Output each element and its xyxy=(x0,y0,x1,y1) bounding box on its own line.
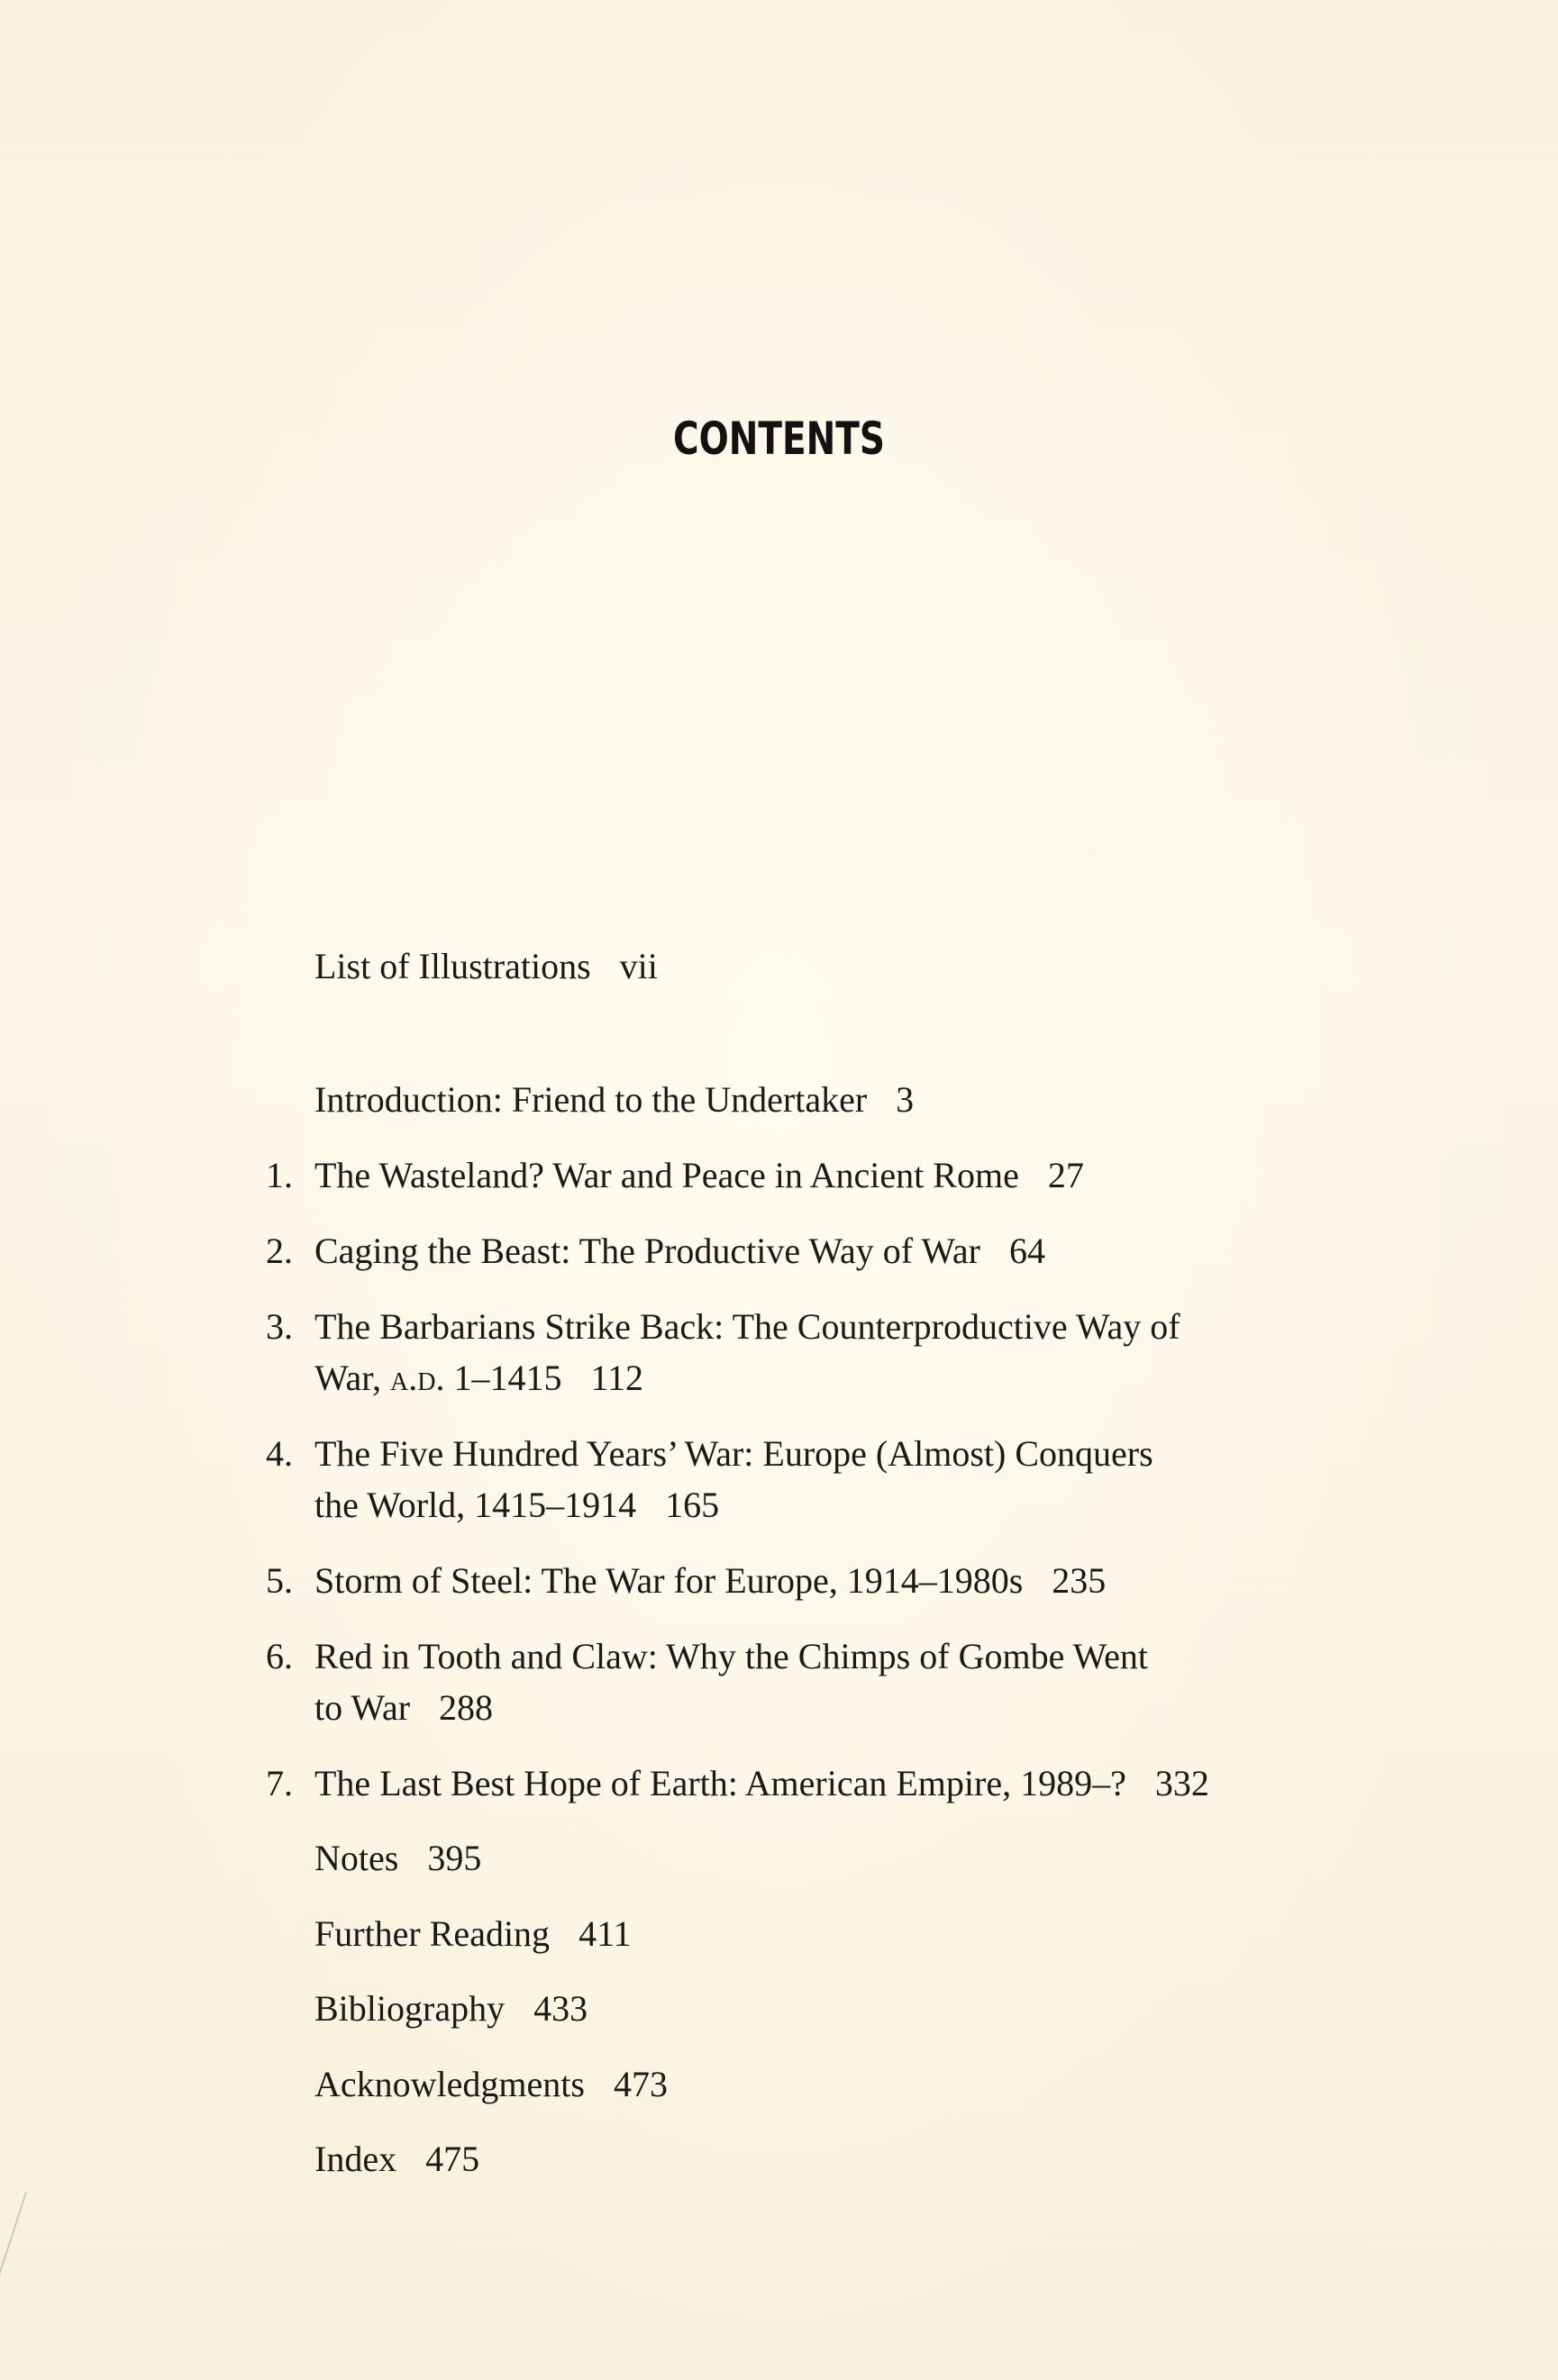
chapter-number: 4. xyxy=(266,1433,293,1474)
chapter-page: 64 xyxy=(1008,1231,1045,1271)
chapter-title-continued: the World, 1415–1914 165 xyxy=(314,1485,720,1525)
toc-entry-title: Index xyxy=(314,2139,397,2179)
chapter-title: The Wasteland? War and Peace in Ancient Rome xyxy=(314,1155,1019,1195)
page-title: CONTENTS xyxy=(673,413,885,465)
chapter-number: 7. xyxy=(266,1763,293,1803)
toc-entry-page: 473 xyxy=(613,2064,668,2104)
toc-entry-page: 395 xyxy=(427,1838,482,1878)
toc-entry-page: 433 xyxy=(533,1988,588,2029)
chapter-page: 332 xyxy=(1154,1763,1209,1803)
chapter-number: 2. xyxy=(266,1231,293,1271)
chapter-number: 1. xyxy=(266,1155,293,1195)
chapter-page: 288 xyxy=(439,1687,494,1728)
chapter-number: 3. xyxy=(266,1306,293,1347)
toc-entry-title: Introduction: Friend to the Undertaker xyxy=(314,1079,868,1120)
toc-entry-title: Bibliography xyxy=(314,1988,506,2029)
toc-entry-page: vii xyxy=(619,946,658,986)
toc-entry-page: 3 xyxy=(896,1079,915,1120)
chapter-page: 235 xyxy=(1052,1560,1107,1601)
chapter-page: 165 xyxy=(665,1485,720,1525)
chapter-number: 6. xyxy=(266,1636,293,1676)
chapter-title: The Barbarians Strike Back: The Counterproductive Way of xyxy=(314,1306,1180,1347)
toc-entry-title: Further Reading xyxy=(314,1913,551,1954)
chapter-number: 5. xyxy=(266,1560,293,1601)
toc-entry-title: Acknowledgments xyxy=(314,2064,585,2104)
paper-scratch-mark xyxy=(0,2192,27,2303)
toc-entry-title: List of Illustrations xyxy=(314,946,591,986)
chapter-title: Caging the Beast: The Productive Way of War xyxy=(314,1231,980,1271)
chapter-title: Red in Tooth and Claw: Why the Chimps of Gombe Went xyxy=(314,1636,1149,1676)
chapter-title: The Five Hundred Years’ War: Europe (Almost) Conquers xyxy=(314,1433,1153,1474)
chapter-title-continued: to War 288 xyxy=(314,1687,494,1728)
toc-entry-page: 411 xyxy=(579,1913,632,1954)
chapter-page: 112 xyxy=(590,1358,643,1398)
toc-entry-title: Notes xyxy=(314,1838,399,1878)
chapter-title: Storm of Steel: The War for Europe, 1914–1980s xyxy=(314,1560,1024,1601)
chapter-title: The Last Best Hope of Earth: American Empire, 1989–? xyxy=(314,1763,1126,1803)
toc-entry-page: 475 xyxy=(425,2139,480,2179)
chapter-page: 27 xyxy=(1047,1155,1084,1195)
chapter-title-continued: War, a.d. 1–1415 112 xyxy=(314,1358,643,1398)
